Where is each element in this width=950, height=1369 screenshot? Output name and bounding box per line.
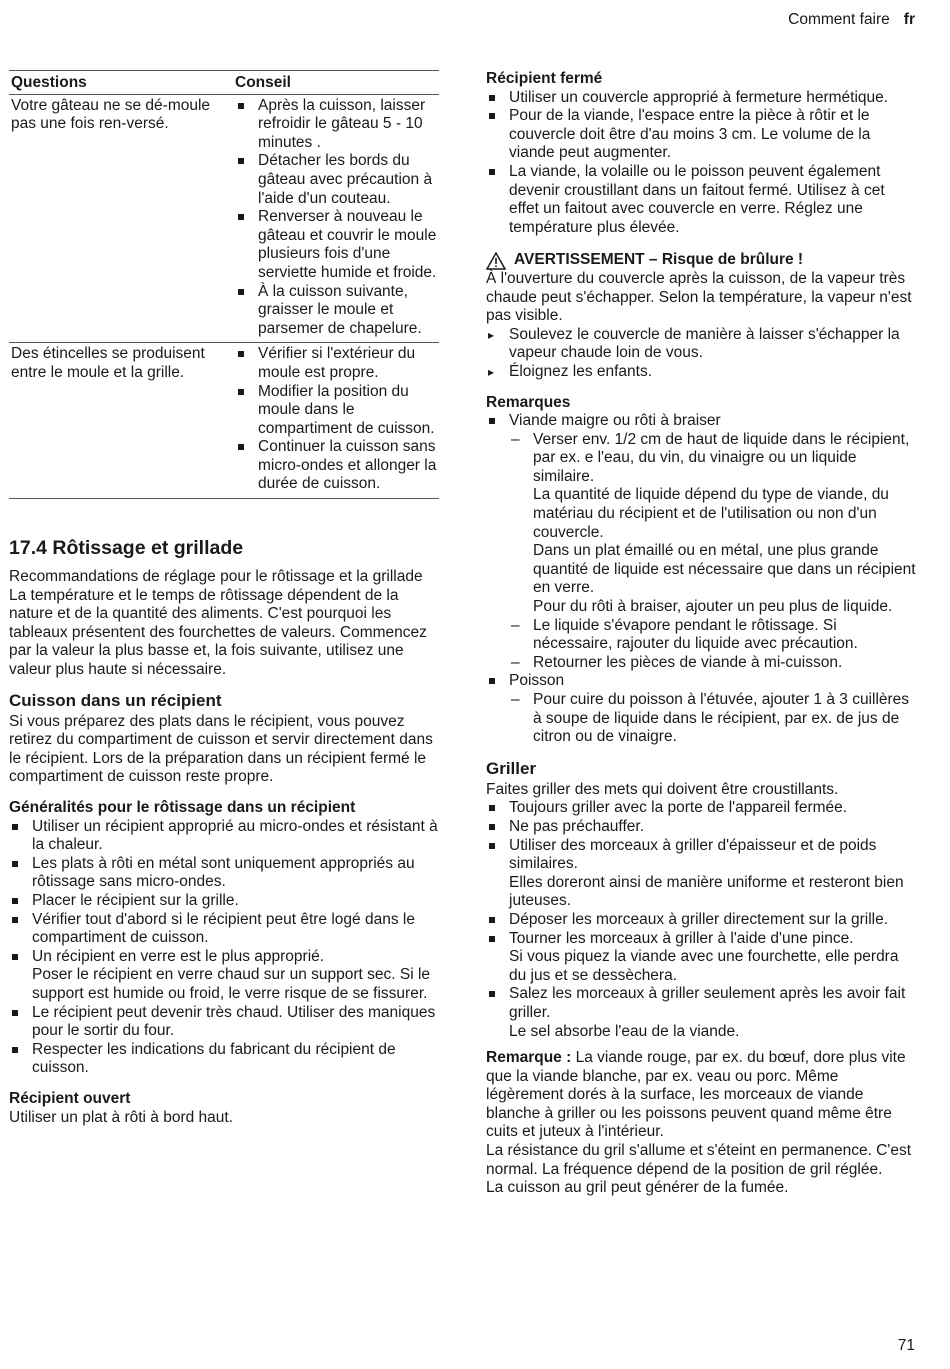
list-item: Après la cuisson, laisser refroidir le gâteau 5 - 10 minutes .: [235, 97, 437, 153]
left-column: [9, 70, 439, 1127]
dash-item-note: Dans un plat émaillé ou en métal, une plus grande quantité de liquide est nécessaire que dans un récipient en verre.: [533, 542, 916, 597]
list-item-text: Salez les morceaux à griller seulement après les avoir fait griller.: [509, 985, 906, 1021]
dash-item: – Pour cuire du poisson à l'étuvée, ajouter 1 à 3 cuillères à soupe de liquide dans le récipient, par ex. de jus de citron ou de vinaigre.: [509, 691, 918, 747]
dash-item: – Retourner les pièces de viande à mi-cuisson.: [509, 654, 918, 673]
griller-remark-p3: La cuisson au gril peut générer de la fumée.: [486, 1179, 789, 1197]
list-item-text: Poisson: [509, 672, 565, 690]
right-column: [486, 70, 918, 1198]
header-title: Comment faire: [788, 11, 890, 28]
section-intro: Recommandations de réglage pour le rôtissage et la grillade: [9, 568, 423, 586]
list-item: Vérifier si l'extérieur du moule est propre.: [235, 345, 437, 382]
list-item: Respecter les indications du fabricant du récipient de cuisson.: [9, 1041, 439, 1078]
warning-title: AVERTISSEMENT – Risque de brûlure !: [514, 251, 804, 269]
generalites-list: [9, 818, 439, 1078]
list-item: À la cuisson suivante, graisser le moule et parsemer de chapelure.: [235, 283, 437, 339]
warning-triangle-icon: [486, 252, 506, 270]
page-number: 71: [897, 1337, 915, 1355]
list-item-note: Elles doreront ainsi de manière uniforme et resteront bien juteuses.: [509, 873, 904, 910]
list-item: Renverser à nouveau le gâteau et couvrir le moule plusieurs fois d'une serviette humide et froide.: [235, 208, 437, 282]
dash-item: – Le liquide s'évapore pendant le rôtissage. Si nécessaire, rajouter du liquide avec précaution.: [509, 617, 918, 654]
troubleshooting-table: [9, 70, 439, 499]
list-item: [486, 930, 918, 986]
list-item: Le récipient peut devenir très chaud. Utiliser des maniques pour le sortir du four.: [9, 1004, 439, 1041]
table-tips: [233, 343, 439, 499]
list-item-text: Un récipient en verre est le plus approprié.: [32, 947, 325, 965]
list-item: [486, 985, 918, 1041]
list-item-note: Le sel absorbe l'eau de la viande.: [509, 1022, 740, 1040]
remarques-heading: Remarques: [486, 393, 571, 411]
griller-list: [486, 799, 918, 1041]
list-item: [486, 837, 918, 911]
list-item: Utiliser un récipient approprié au micro-ondes et résistant à la chaleur.: [9, 818, 439, 855]
list-item: Placer le récipient sur la grille.: [9, 892, 439, 911]
list-item: [486, 672, 918, 746]
generalites-heading: Généralités pour le rôtissage dans un récipient: [9, 799, 356, 816]
ouvert-heading: Récipient ouvert: [9, 1089, 131, 1107]
list-item: Détacher les bords du gâteau avec précaution à l'aide d'un couteau.: [235, 152, 437, 208]
warning-heading: [486, 251, 918, 270]
list-item: ▸ Soulevez le couvercle de manière à laisser s'échapper la vapeur chaude loin de vous.: [486, 326, 918, 363]
remark-label: Remarque :: [486, 1049, 572, 1067]
ferme-list: [486, 89, 918, 238]
cuisson-heading: Cuisson dans un récipient: [9, 690, 222, 710]
section-title: 17.4 Rôtissage et grillade: [9, 537, 244, 560]
dash-item: [509, 431, 918, 617]
griller-heading: Griller: [486, 758, 537, 778]
griller-remark-p2: La résistance du gril s'allume et s'éteint en permanence. C'est normal. La fréquence dépend de la position de gril réglée.: [486, 1142, 912, 1178]
table-header-row: [9, 71, 439, 95]
list-item: Modifier la position du moule dans le compartiment de cuisson.: [235, 383, 437, 439]
header-language: fr: [903, 11, 915, 28]
warning-text: À l'ouverture du couvercle après la cuisson, de la vapeur très chaude peut s'échapper. Selon la température, la vapeur n'est pas visible.: [486, 269, 912, 325]
list-item: Déposer les morceaux à griller directement sur la grille.: [486, 911, 918, 930]
list-item: Ne pas préchauffer.: [486, 818, 918, 837]
list-item: Les plats à rôti en métal sont uniquement appropriés au rôtissage sans micro-ondes.: [9, 855, 439, 892]
list-item-text: Utiliser des morceaux à griller d'épaisseur et de poids similaires.: [509, 836, 877, 873]
list-item-text: Viande maigre ou rôti à braiser: [509, 412, 721, 430]
list-item: [486, 412, 918, 672]
list-item: Utiliser un couvercle approprié à fermeture hermétique.: [486, 89, 918, 108]
table-tips: [233, 94, 439, 343]
list-item: Vérifier tout d'abord si le récipient peut être logé dans le compartiment de cuisson.: [9, 911, 439, 948]
list-item: Continuer la cuisson sans micro-ondes et allonger la durée de cuisson.: [235, 438, 437, 494]
ouvert-text: Utiliser un plat à rôti à bord haut.: [9, 1108, 234, 1126]
remarques-list: [486, 412, 918, 747]
list-item-note: Poser le récipient en verre chaud sur un support sec. Si le support est humide ou froid, le verre risque de se fissurer.: [32, 966, 431, 1002]
dash-item-note: Pour du rôti à braiser, ajouter un peu plus de liquide.: [533, 598, 893, 616]
table-question: Votre gâteau ne se dé-moule pas une fois ren-versé.: [9, 94, 233, 343]
list-item-text: Tourner les morceaux à griller à l'aide d'une pince.: [509, 929, 854, 947]
list-item: Pour de la viande, l'espace entre la pièce à rôtir et le couvercle doit être d'au moins 3 cm. Le volume de la viande peut augmenter.: [486, 107, 918, 163]
page-header: [788, 11, 915, 30]
remark-text: La viande rouge, par ex. du bœuf, dore plus vite que la viande blanche, par ex. veau ou porc. Même légèrement dorés à la surface, les morceaux de viande blanche à griller ou les poissons peuvent quand même être cuits et juteux à l'intérieur.: [486, 1049, 906, 1141]
griller-remark: [486, 1049, 918, 1142]
ferme-heading: Récipient fermé: [486, 70, 603, 87]
table-question: Des étincelles se produisent entre le moule et la grille.: [9, 343, 233, 499]
section-intro-text: La température et le temps de rôtissage dépendent de la nature et de la quantité des aliments. C'est pourquoi les tableaux présentent des fourchettes de valeurs. Commencez par la valeur la plus basse et, la fois suivante, utilisez une valeur plus haute si nécessaire.: [9, 586, 427, 679]
cuisson-text: Si vous préparez des plats dans le récipient, vous pouvez retirez du compartiment de cuisson et servir directement dans le récipient. Lors de la préparation dans un récipient fermé le compartiment de cuisson reste propre.: [9, 712, 433, 786]
list-item: ▸ Éloignez les enfants.: [486, 363, 918, 382]
list-item: La viande, la volaille ou le poisson peuvent également devenir croustillant dans un faitout fermé. Utilisez à cet effet un faitout avec couvercle en verre. Réglez une température plus élevée.: [486, 163, 918, 237]
table-row: [9, 94, 439, 343]
table-row: [9, 343, 439, 499]
table-header-questions: Questions: [9, 71, 233, 95]
dash-item-text: Verser env. 1/2 cm de haut de liquide dans le récipient, par ex. e l'eau, du vin, du vinaigre ou un liquide similaire.: [533, 430, 910, 485]
list-item: [9, 948, 439, 1004]
dash-item-note: La quantité de liquide dépend du type de viande, du matériau du récipient et de l'utilisation ou non d'un couvercle.: [533, 486, 889, 541]
list-item: Toujours griller avec la porte de l'appareil fermée.: [486, 799, 918, 818]
table-header-conseil: Conseil: [233, 71, 439, 95]
list-item-note: Si vous piquez la viande avec une fourchette, elle perdra du jus et se dessèchera.: [509, 948, 899, 984]
griller-intro: Faites griller des mets qui doivent être croustillants.: [486, 780, 839, 798]
warning-steps: [486, 326, 918, 382]
